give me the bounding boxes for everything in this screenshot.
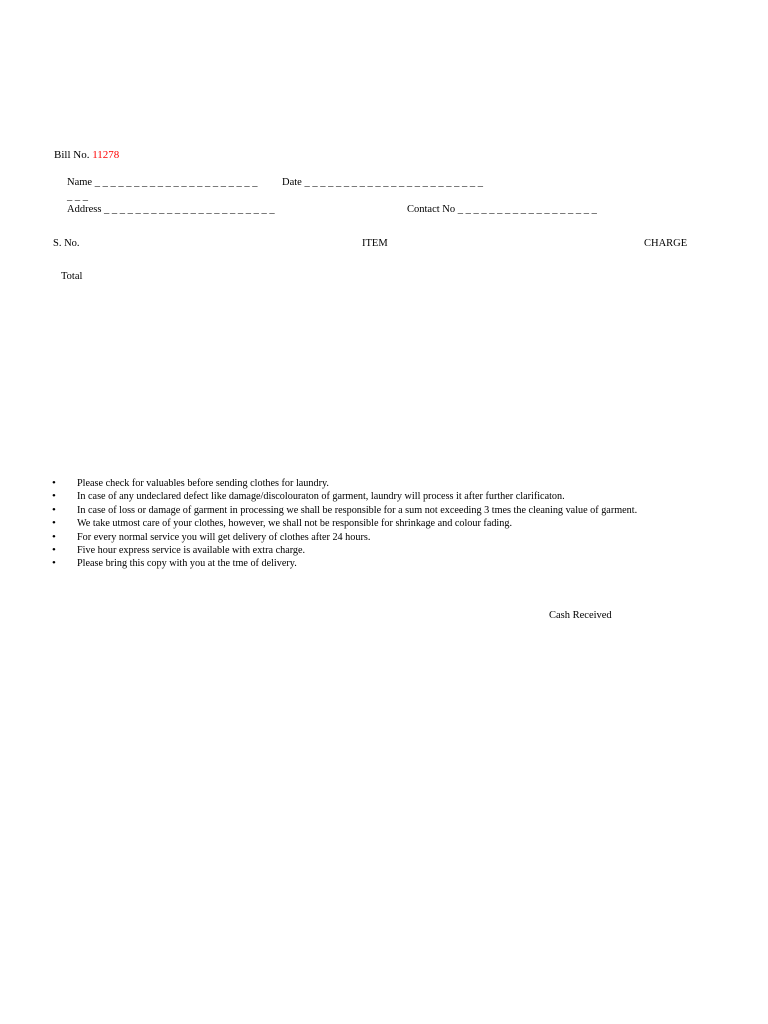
bill-number: 11278 <box>92 149 120 161</box>
list-item <box>52 517 637 530</box>
list-item <box>52 557 637 570</box>
list-item <box>52 531 637 544</box>
bullet-icon: • <box>52 543 56 556</box>
column-header-charge: CHARGE <box>644 238 688 249</box>
term-text: For every normal service you will get delivery of clothes after 24 hours. <box>77 531 371 543</box>
list-item <box>52 477 637 490</box>
bullet-icon: • <box>52 490 56 503</box>
address-field: Address _ _ _ _ _ _ _ _ _ _ _ _ _ _ _ _ _ _ _ _ _ _ <box>67 204 275 215</box>
bullet-icon: • <box>52 557 56 570</box>
list-item <box>52 504 637 517</box>
term-text: Five hour express service is available with extra charge. <box>77 544 306 556</box>
bullet-icon: • <box>52 477 56 489</box>
name-field-continuation: _ _ _ <box>67 191 88 202</box>
term-text: Please check for valuables before sending clothes for laundry. <box>77 478 329 489</box>
bullet-icon: • <box>52 503 56 516</box>
bullet-icon: • <box>52 517 56 530</box>
contact-number-field: Contact No _ _ _ _ _ _ _ _ _ _ _ _ _ _ _ _ _ _ <box>407 204 597 215</box>
term-text: In case of any undeclared defect like damage/discolouraton of garment, laundry will process it after further clarificaton. <box>77 491 565 503</box>
list-item <box>52 544 637 557</box>
term-text: We take utmost care of your clothes, however, we shall not be responsible for shrinkage and colour fading. <box>77 518 513 530</box>
bill-number-label <box>54 149 119 161</box>
list-item <box>52 490 637 503</box>
term-text: In case of loss or damage of garment in processing we shall be responsible for a sum not exceeding 3 tmes the cleaning value of garment. <box>77 504 638 516</box>
column-header-item: ITEM <box>362 238 388 249</box>
column-header-serial-number: S. No. <box>53 238 80 249</box>
term-text: Please bring this copy with you at the tme of delivery. <box>77 558 297 570</box>
bill-label-text: Bill No. <box>54 149 90 161</box>
bullet-icon: • <box>52 530 56 543</box>
cash-received-label: Cash Received <box>549 610 612 621</box>
name-field: Name _ _ _ _ _ _ _ _ _ _ _ _ _ _ _ _ _ _ _ _ _ <box>67 177 258 188</box>
total-label: Total <box>61 271 83 282</box>
terms-list <box>52 477 637 571</box>
date-field: Date _ _ _ _ _ _ _ _ _ _ _ _ _ _ _ _ _ _ _ _ _ _ _ <box>282 177 483 188</box>
